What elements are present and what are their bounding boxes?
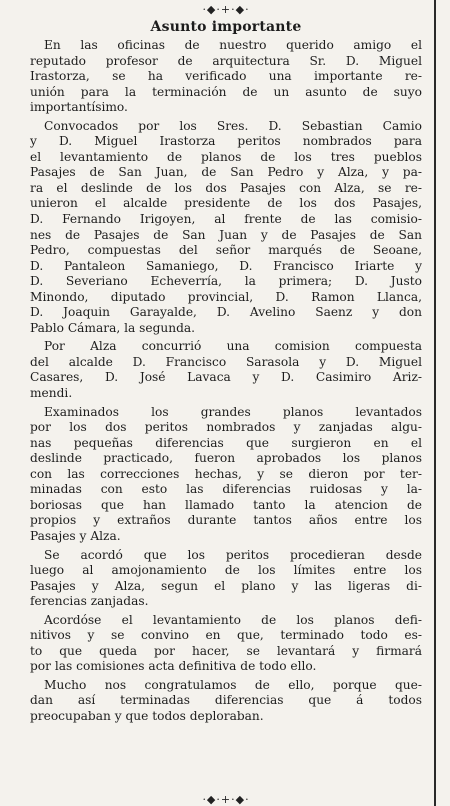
text-line: boriosas que han llamado tanto la atencion de (30, 497, 422, 512)
text-line: y D. Miguel Irastorza peritos nombrados para (30, 134, 422, 149)
article (30, 3, 422, 806)
text-line: Convocados por los Sres. D. Sebastian Camio (44, 118, 422, 133)
article-paragraph (30, 678, 422, 725)
text-line: propios y extraños durante tantos años entre los (30, 513, 422, 528)
text-line: Pasajes y Alza, segun el plano y las ligeras di- (30, 578, 422, 593)
article-body (30, 38, 422, 725)
article-paragraph (30, 339, 422, 401)
text-line: Se acordó que los peritos procedieran desde (44, 547, 422, 562)
text-line: D. Pantaleon Samaniego, D. Francisco Iriarte y (30, 258, 422, 273)
text-line: Pasajes y Alza. (30, 528, 121, 543)
article-title: Asunto importante (150, 19, 302, 35)
text-line: nas pequeñas diferencias que surgieron en el (30, 435, 422, 450)
text-line: Por Alza concurrió una comision compuesta (44, 339, 422, 354)
article-paragraph (30, 548, 422, 610)
text-line: En las oficinas de nuestro querido amigo el (44, 38, 422, 52)
text-line: importantísimo. (30, 100, 128, 115)
article-paragraph (30, 405, 422, 545)
text-line: mendi. (30, 386, 73, 401)
text-line: Irastorza, se ha verificado una importante re- (30, 69, 422, 84)
text-line: Pasajes de San Juan, de San Pedro y Alza, y pa- (30, 165, 422, 180)
text-line: preocupaban y que todos deploraban. (30, 708, 264, 723)
article-paragraph (30, 119, 422, 337)
text-line: el levantamiento de planos de los tres pueblos (30, 149, 422, 164)
text-line: deslinde practicado, fueron aprobados los planos (30, 451, 422, 466)
text-line: del alcalde D. Francisco Sarasola y D. Miguel (30, 354, 422, 369)
article-paragraph (30, 613, 422, 675)
text-line: nes de Pasajes de San Juan y de Pasajes de San (30, 227, 422, 242)
footer-ornament: ·◆·+·◆· (202, 793, 250, 806)
article-paragraph (30, 38, 422, 116)
text-line: to que queda por hacer, se levantará y firmará (30, 643, 422, 658)
text-line: reputado profesor de arquitectura Sr. D. Miguel (30, 53, 422, 68)
text-line: Casares, D. José Lavaca y D. Casimiro Ariz- (30, 370, 422, 385)
text-line: con las correcciones hechas, y se dieron por ter- (30, 466, 422, 481)
text-line: minadas con esto las diferencias ruidosas y la- (30, 482, 422, 497)
text-line: unieron el alcalde presidente de los dos Pasajes, (30, 196, 422, 211)
text-line: ra el deslinde de los dos Pasajes con Alza, se re- (30, 180, 422, 195)
text-line: Mucho nos congratulamos de ello, porque que- (44, 677, 422, 692)
text-line: Examinados los grandes planos levantados (44, 404, 422, 419)
text-line: por los dos peritos nombrados y zanjadas algu- (30, 420, 422, 435)
text-line: D. Joaquin Garayalde, D. Avelino Saenz y don (30, 305, 422, 320)
text-line: Minondo, diputado provincial, D. Ramon Llanca, (30, 289, 422, 304)
text-line: D. Fernando Irigoyen, al frente de las comisio- (30, 212, 422, 227)
text-line: luego al amojonamiento de los límites entre los (30, 563, 422, 578)
column-rule (434, 0, 436, 806)
text-line: ferencias zanjadas. (30, 594, 149, 609)
text-line: Acordóse el levantamiento de los planos defi- (44, 612, 422, 627)
text-line: Pablo Cámara, la segunda. (30, 320, 196, 335)
text-line: Pedro, compuestas del señor marqués de Seoane, (30, 243, 422, 258)
header-ornament: ·◆·+·◆· (202, 3, 250, 16)
text-line: unión para la terminación de un asunto de suyo (30, 84, 422, 99)
text-line: D. Severiano Echeverría, la primera; D. Justo (30, 274, 422, 289)
text-line: por las comisiones acta definitiva de todo ello. (30, 659, 317, 674)
text-line: dan así terminadas diferencias que á todos (30, 693, 422, 708)
text-line: nitivos y se convino en que, terminado todo es- (30, 628, 422, 643)
